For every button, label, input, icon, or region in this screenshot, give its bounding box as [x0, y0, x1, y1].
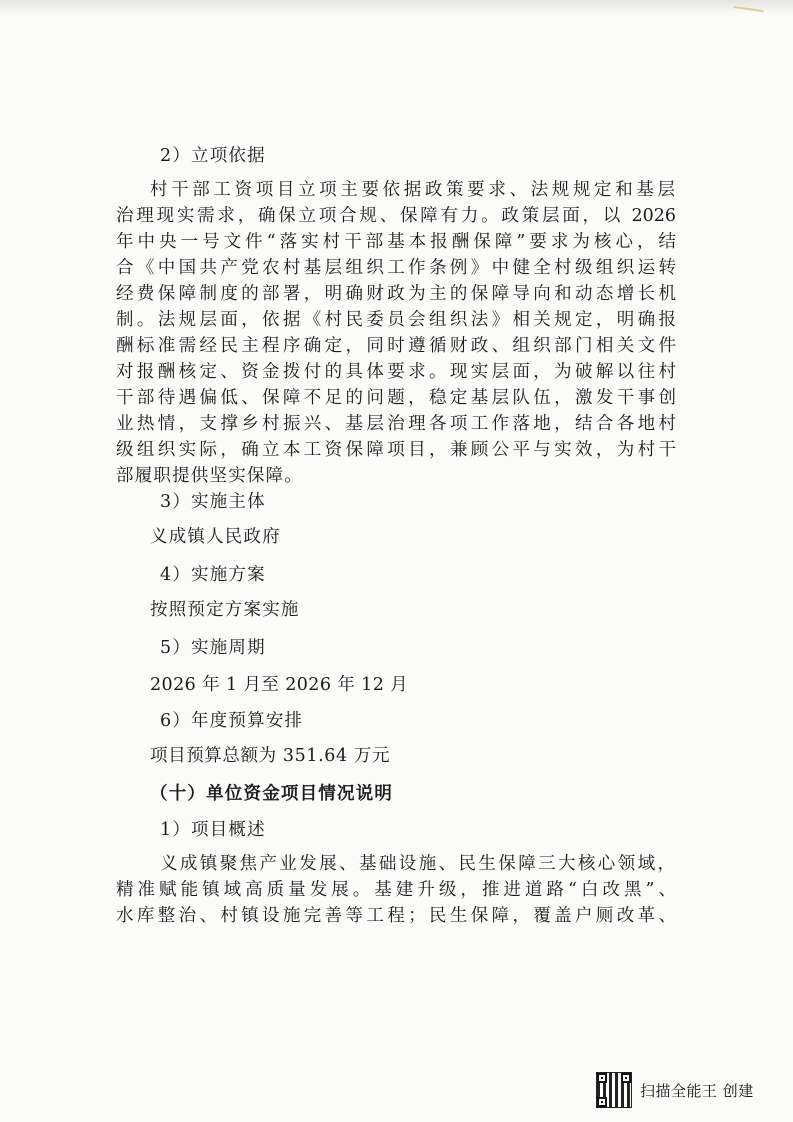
paragraph-line: 经费保障制度的部署，明确财政为主的保障导向和动态增长机	[116, 284, 676, 304]
paragraph-line: 酬标准需经民主程序确定，同时遵循财政、组织部门相关文件	[116, 336, 676, 356]
sub-1-heading: 1）项目概述	[160, 820, 266, 840]
paragraph-line: 干部待遇偏低、保障不足的问题，稳定基层队伍，激发干事创	[116, 388, 676, 408]
qr-code-icon	[596, 1072, 632, 1108]
section-5-heading: 5）实施周期	[160, 638, 266, 658]
section-2-heading: 2）立项依据	[160, 146, 266, 166]
paragraph-line: 对报酬核定、资金拨付的具体要求。现实层面，为破解以往村	[116, 362, 676, 382]
section-5-text: 2026 年 1 月至 2026 年 12 月	[150, 675, 409, 695]
scan-edge	[0, 0, 793, 14]
section-3-text: 义成镇人民政府	[150, 527, 281, 547]
paragraph-line: 精准赋能镇域高质量发展。基建升级，推进道路“白改黑”、	[116, 880, 676, 900]
section-6-text: 项目预算总额为 351.64 万元	[150, 746, 391, 766]
section-4-heading: 4）实施方案	[160, 565, 266, 585]
paragraph-line: 合《中国共产党农村基层组织工作条例》中健全村级组织运转	[116, 258, 676, 278]
paragraph-line: 水库整治、村镇设施完善等工程；民生保障，覆盖户厕改革、	[116, 906, 676, 926]
watermark-text: 扫描全能王 创建	[640, 1081, 754, 1100]
section-6-heading: 6）年度预算安排	[160, 711, 304, 731]
paragraph-line: 业热情，支撑乡村振兴、基层治理各项工作落地，结合各地村	[116, 414, 676, 434]
paragraph-line: 年中央一号文件“落实村干部基本报酬保障”要求为核心，结	[116, 232, 676, 252]
paragraph-line: 义成镇聚焦产业发展、基础设施、民生保障三大核心领域，	[160, 854, 675, 874]
paragraph-line: 村干部工资项目立项主要依据政策要求、法规规定和基层	[150, 180, 675, 200]
scanner-watermark	[596, 1070, 776, 1110]
paragraph-line: 治理现实需求，确保立项合规、保障有力。政策层面，以 2026	[116, 206, 676, 226]
section-4-text: 按照预定方案实施	[150, 600, 300, 620]
section-10-heading: （十）单位资金项目情况说明	[150, 784, 394, 804]
paragraph-line: 制。法规层面，依据《村民委员会组织法》相关规定，明确报	[116, 310, 676, 330]
paragraph-line: 部履职提供坚实保障。	[116, 466, 303, 486]
paragraph-line: 级组织实际，确立本工资保障项目，兼顾公平与实效，为村干	[116, 440, 676, 460]
section-3-heading: 3）实施主体	[160, 492, 266, 512]
